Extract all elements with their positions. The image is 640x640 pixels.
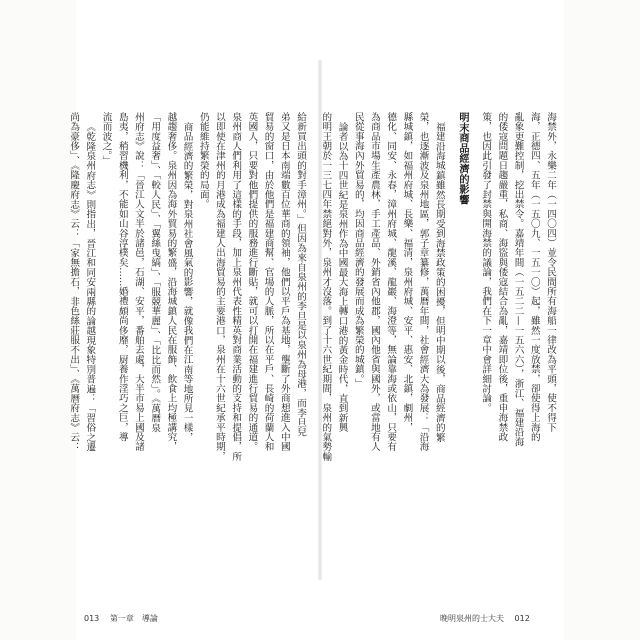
text-column: 泉州商人們利用了這樣的手段，加上泉州代表性精英對商業活動的支持和提倡，所 [230, 112, 242, 462]
text-column: 海禁外，永樂二年（一四〇四）並令民間所有海船一律改為平頭，使不得下 [545, 112, 556, 433]
text-column: 縣城鎮，如福州府城、長樂、福清，泉州府城、安平、惠安、北鎮，劇州， [401, 112, 413, 433]
text-column: 德化、同安、永春，漳州府城、龍溪、龍巖、海澄等，無論靠海或依山，只要有 [385, 112, 397, 452]
text-column: 《乾隆泉州府志》則指出，晉江和同安兩縣的論越現象特別普遍：「習俗之遷 [84, 121, 96, 452]
text-column: 貿易的窗口，由於他們是福建商幫、官場的人脈，所以在平戶、長崎的荷蘭人和 [262, 112, 274, 452]
text-column: 「用度益奢」、「較人民」、「翼絲曳縞」、「服競華麗」、「比比而然」。《萬曆泉 [149, 112, 161, 433]
left-page-body [68, 112, 308, 542]
text-column: 以即使在津州的月港成為福建人出海貿易的主要港口，泉州在十六世紀承平時期， [213, 112, 225, 462]
text-column: 越趨奢侈。泉州因為海外貿易的繁盛，沿海城鎮人民在服飾、飲食上均極講究， [165, 112, 177, 452]
text-column: 英國人，只要對他們提供的服務進行斷貼，就可以打開在福建進行貿易的通道。 [246, 112, 258, 452]
text-column: 榮，也逐漸波及泉州地區，郭子章纂修，萬曆年間，社會經濟大為發展：「沿海 [417, 112, 429, 452]
text-column: 策，也因此引發了封禁與開海禁的議論，我們在下一章中會詳細討論。 [480, 112, 492, 413]
right-footer [440, 613, 538, 624]
text-column: 島夷，稍習機利，不能如山谷淳樸矣……婚禮頗尚侈靡，厨養作淫巧之巨，導 [116, 112, 128, 442]
text-column: 福建沿海城鎮雖然長期受到海禁政策的困擾，但明中期以後，商品經濟的繁 [433, 121, 445, 442]
right-running-head: 晚明泉州的士大夫 [440, 614, 504, 623]
text-column: 州府志》說：「晉江人文半於諸邑，石湖、安平，番舶去處，大半市易上國及諸 [132, 112, 144, 452]
text-column: 海，正德四、五年（一五〇九、一五一〇）起，雖然一度放禁，卻使得上海的 [528, 112, 540, 442]
right-page-body [320, 112, 558, 542]
text-column: 為商品市場生產農林，手工產品、外銷省內他郡，國內他省與國外，或當地有人 [368, 112, 380, 452]
section-heading: 明末商品經濟的影響 [456, 112, 468, 205]
text-column: 仍能維持繁榮的局面。 [197, 112, 209, 209]
text-column: 商品經濟的繁榮，對泉州社會風氣的影響，就像我們在江南等地所見一樣， [181, 121, 193, 442]
text-column: 給新買出頭的對手漳州。」但因為來自泉州的李旦是以泉州為母港，而李旦兒 [295, 112, 306, 437]
text-column: 尚為豪侈」、《隆慶府志》云：「家無擔石，非色絲莊服不出」、《萬曆府志》云： [68, 112, 80, 452]
left-running-head: 第一章 導論 [109, 614, 158, 623]
text-column: 民從事海內外貿易的，均因商品經濟的發展而成為繁榮的城鎮。」 [352, 112, 364, 389]
text-column: 流而波之。」 [100, 112, 112, 166]
text-column: 論者以為十四世紀是泉州作為中國最大海上轉口港的黃金時代，直到新興 [336, 121, 348, 432]
text-column: 亂象更難控制，挖出禁令。嘉靖年間（一五二二—一五六六），浙江、福建沿海 [512, 112, 524, 447]
text-column: 的倭寇問題日趨嚴重，私商、海盜與倭寇結合為亂，嘉靖即位後，重申海禁政 [496, 112, 508, 442]
right-page-number: 012 [514, 614, 530, 623]
text-column: 弟又是日本南端數百位華商的領袖，他們以平戶為基地，壟斷了外商想進入中國 [278, 112, 290, 452]
left-footer [84, 613, 166, 624]
left-page-number: 013 [84, 614, 100, 623]
text-column: 的明王朝於一三七四年禁絕對外，泉州才沒落。到了十六世紀期間，泉州的氣勢輸 [320, 112, 332, 462]
